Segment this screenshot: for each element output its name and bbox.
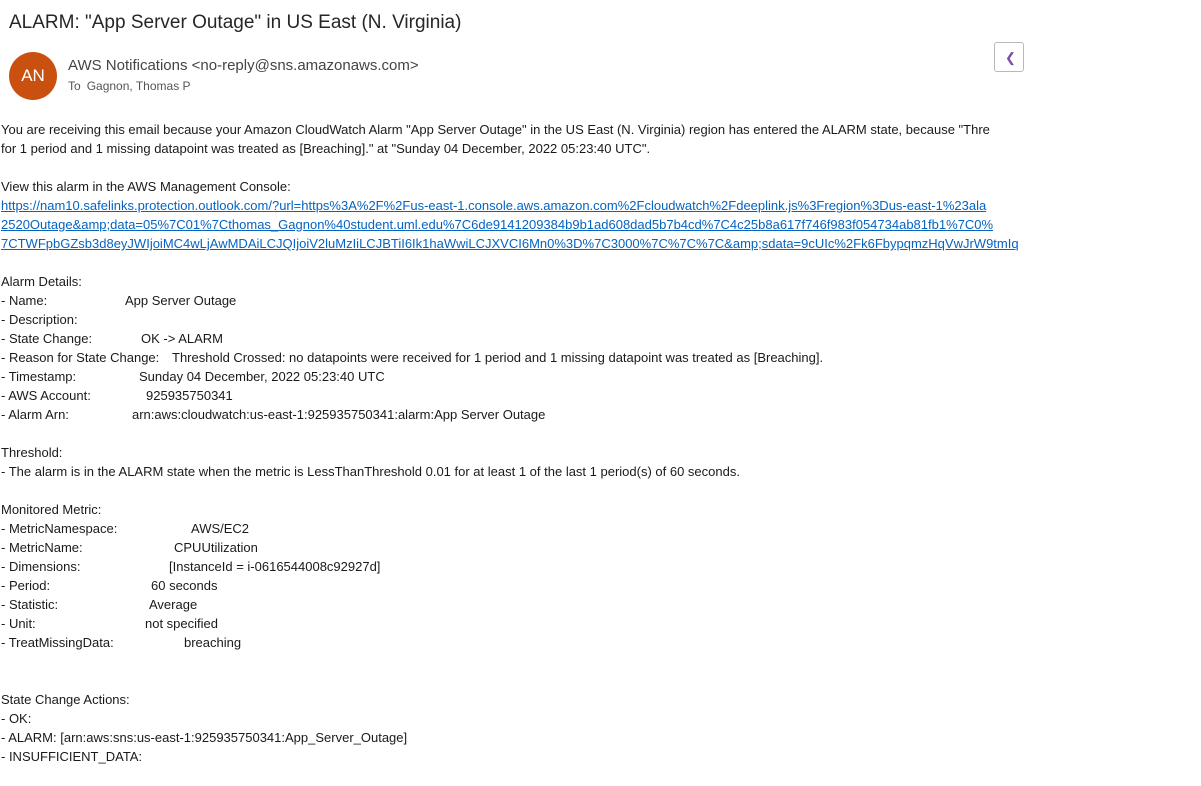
- detail-label: - State Change:: [1, 331, 93, 346]
- detail-value: App Server Outage: [125, 293, 237, 308]
- actions-heading: State Change Actions:: [1, 692, 130, 707]
- detail-label: - Reason for State Change:: [1, 350, 160, 365]
- detail-value: arn:aws:cloudwatch:us-east-1:925935750341:alarm:App Server Outage: [132, 407, 546, 422]
- detail-value: OK -> ALARM: [141, 331, 223, 346]
- console-link-line-2[interactable]: 2520Outage&amp;data=05%7C01%7Cthomas_Gagnon%40student.uml.edu%7C6de9141209384b9b1ad608dad5b7b4cd%7C4c25b8a617f746f983f054734ab81fb1%7C0%: [1, 217, 994, 232]
- threshold-text: - The alarm is in the ALARM state when the metric is LessThanThreshold 0.01 for at least 1 of the last 1 period(s) of 60 seconds.: [1, 464, 740, 479]
- metric-name: [1, 538, 1201, 557]
- detail-name: [1, 291, 1201, 310]
- console-label: View this alarm in the AWS Management Console:: [1, 179, 291, 194]
- detail-value: Threshold Crossed: no datapoints were received for 1 period and 1 missing datapoint was treated as [Breaching].: [172, 350, 824, 365]
- message-body: [1, 120, 1201, 766]
- to-label: To: [68, 79, 81, 93]
- detail-reason: [1, 348, 1201, 367]
- metric-heading: Monitored Metric:: [1, 502, 102, 517]
- recipient-name[interactable]: Gagnon, Thomas P: [86, 79, 191, 93]
- detail-state-change: [1, 329, 1201, 348]
- metric-value: breaching: [184, 635, 242, 650]
- metric-label: - Dimensions:: [1, 559, 81, 574]
- metric-value: 60 seconds: [151, 578, 218, 593]
- metric-label: - TreatMissingData:: [1, 635, 114, 650]
- detail-timestamp: [1, 367, 1201, 386]
- metric-unit: [1, 614, 1201, 633]
- email-subject: ALARM: "App Server Outage" in US East (N. Virginia): [9, 12, 462, 33]
- metric-label: - Unit:: [1, 616, 36, 631]
- sender-address[interactable]: AWS Notifications <no-reply@sns.amazonaws.com>: [68, 57, 419, 74]
- detail-label: - Description:: [1, 312, 78, 327]
- reply-icon: ❮: [1005, 50, 1016, 65]
- metric-treat-missing: [1, 633, 1201, 652]
- sender-avatar[interactable]: AN: [9, 52, 57, 100]
- detail-value: 925935750341: [146, 388, 233, 403]
- detail-arn: [1, 405, 1201, 424]
- action-ok: - OK:: [1, 711, 32, 726]
- threshold-heading: Threshold:: [1, 445, 63, 460]
- intro-line-2: for 1 period and 1 missing datapoint was treated as [Breaching]." at "Sunday 04 December, 2022 05:23:40 UTC".: [1, 141, 651, 156]
- detail-label: - AWS Account:: [1, 388, 91, 403]
- console-link-line-3[interactable]: 7CTWFpbGZsb3d8eyJWIjoiMC4wLjAwMDAiLCJQIjoiV2luMzIiLCJBTiI6Ik1haWwiLCJXVCI6Mn0%3D%7C3000%7C%7C%7C&amp;sdata=9cUIc%2Fk6FbypqmzHqVwJrW9tmIq: [1, 236, 1019, 251]
- detail-description: [1, 310, 1201, 329]
- metric-value: AWS/EC2: [191, 521, 250, 536]
- console-link-line-1[interactable]: https://nam10.safelinks.protection.outlook.com/?url=https%3A%2F%2Fus-east-1.console.aws.amazon.com%2Fcloudwatch%2Fdeeplink.js%3Fregion%3Dus-east-1%23ala: [1, 198, 987, 213]
- metric-dimensions: [1, 557, 1201, 576]
- detail-value: Sunday 04 December, 2022 05:23:40 UTC: [139, 369, 385, 384]
- metric-period: [1, 576, 1201, 595]
- alarm-details-heading: Alarm Details:: [1, 274, 82, 289]
- metric-value: not specified: [145, 616, 218, 631]
- recipient-line: [68, 79, 191, 93]
- action-insufficient: - INSUFFICIENT_DATA:: [1, 749, 143, 764]
- action-alarm: - ALARM: [arn:aws:sns:us-east-1:925935750341:App_Server_Outage]: [1, 730, 408, 745]
- detail-label: - Alarm Arn:: [1, 407, 69, 422]
- metric-label: - MetricName:: [1, 540, 83, 555]
- metric-label: - Statistic:: [1, 597, 59, 612]
- detail-account: [1, 386, 1201, 405]
- intro-line-1: You are receiving this email because your Amazon CloudWatch Alarm "App Server Outage" in the US East (N. Virginia) region has entered the ALARM state, because "Thre: [1, 122, 990, 137]
- metric-statistic: [1, 595, 1201, 614]
- metric-label: - MetricNamespace:: [1, 521, 118, 536]
- metric-namespace: [1, 519, 1201, 538]
- detail-label: - Name:: [1, 293, 48, 308]
- metric-label: - Period:: [1, 578, 51, 593]
- metric-value: Average: [149, 597, 198, 612]
- metric-value: [InstanceId = i-0616544008c92927d]: [169, 559, 381, 574]
- metric-value: CPUUtilization: [174, 540, 258, 555]
- detail-label: - Timestamp:: [1, 369, 77, 384]
- reply-button[interactable]: [994, 42, 1024, 72]
